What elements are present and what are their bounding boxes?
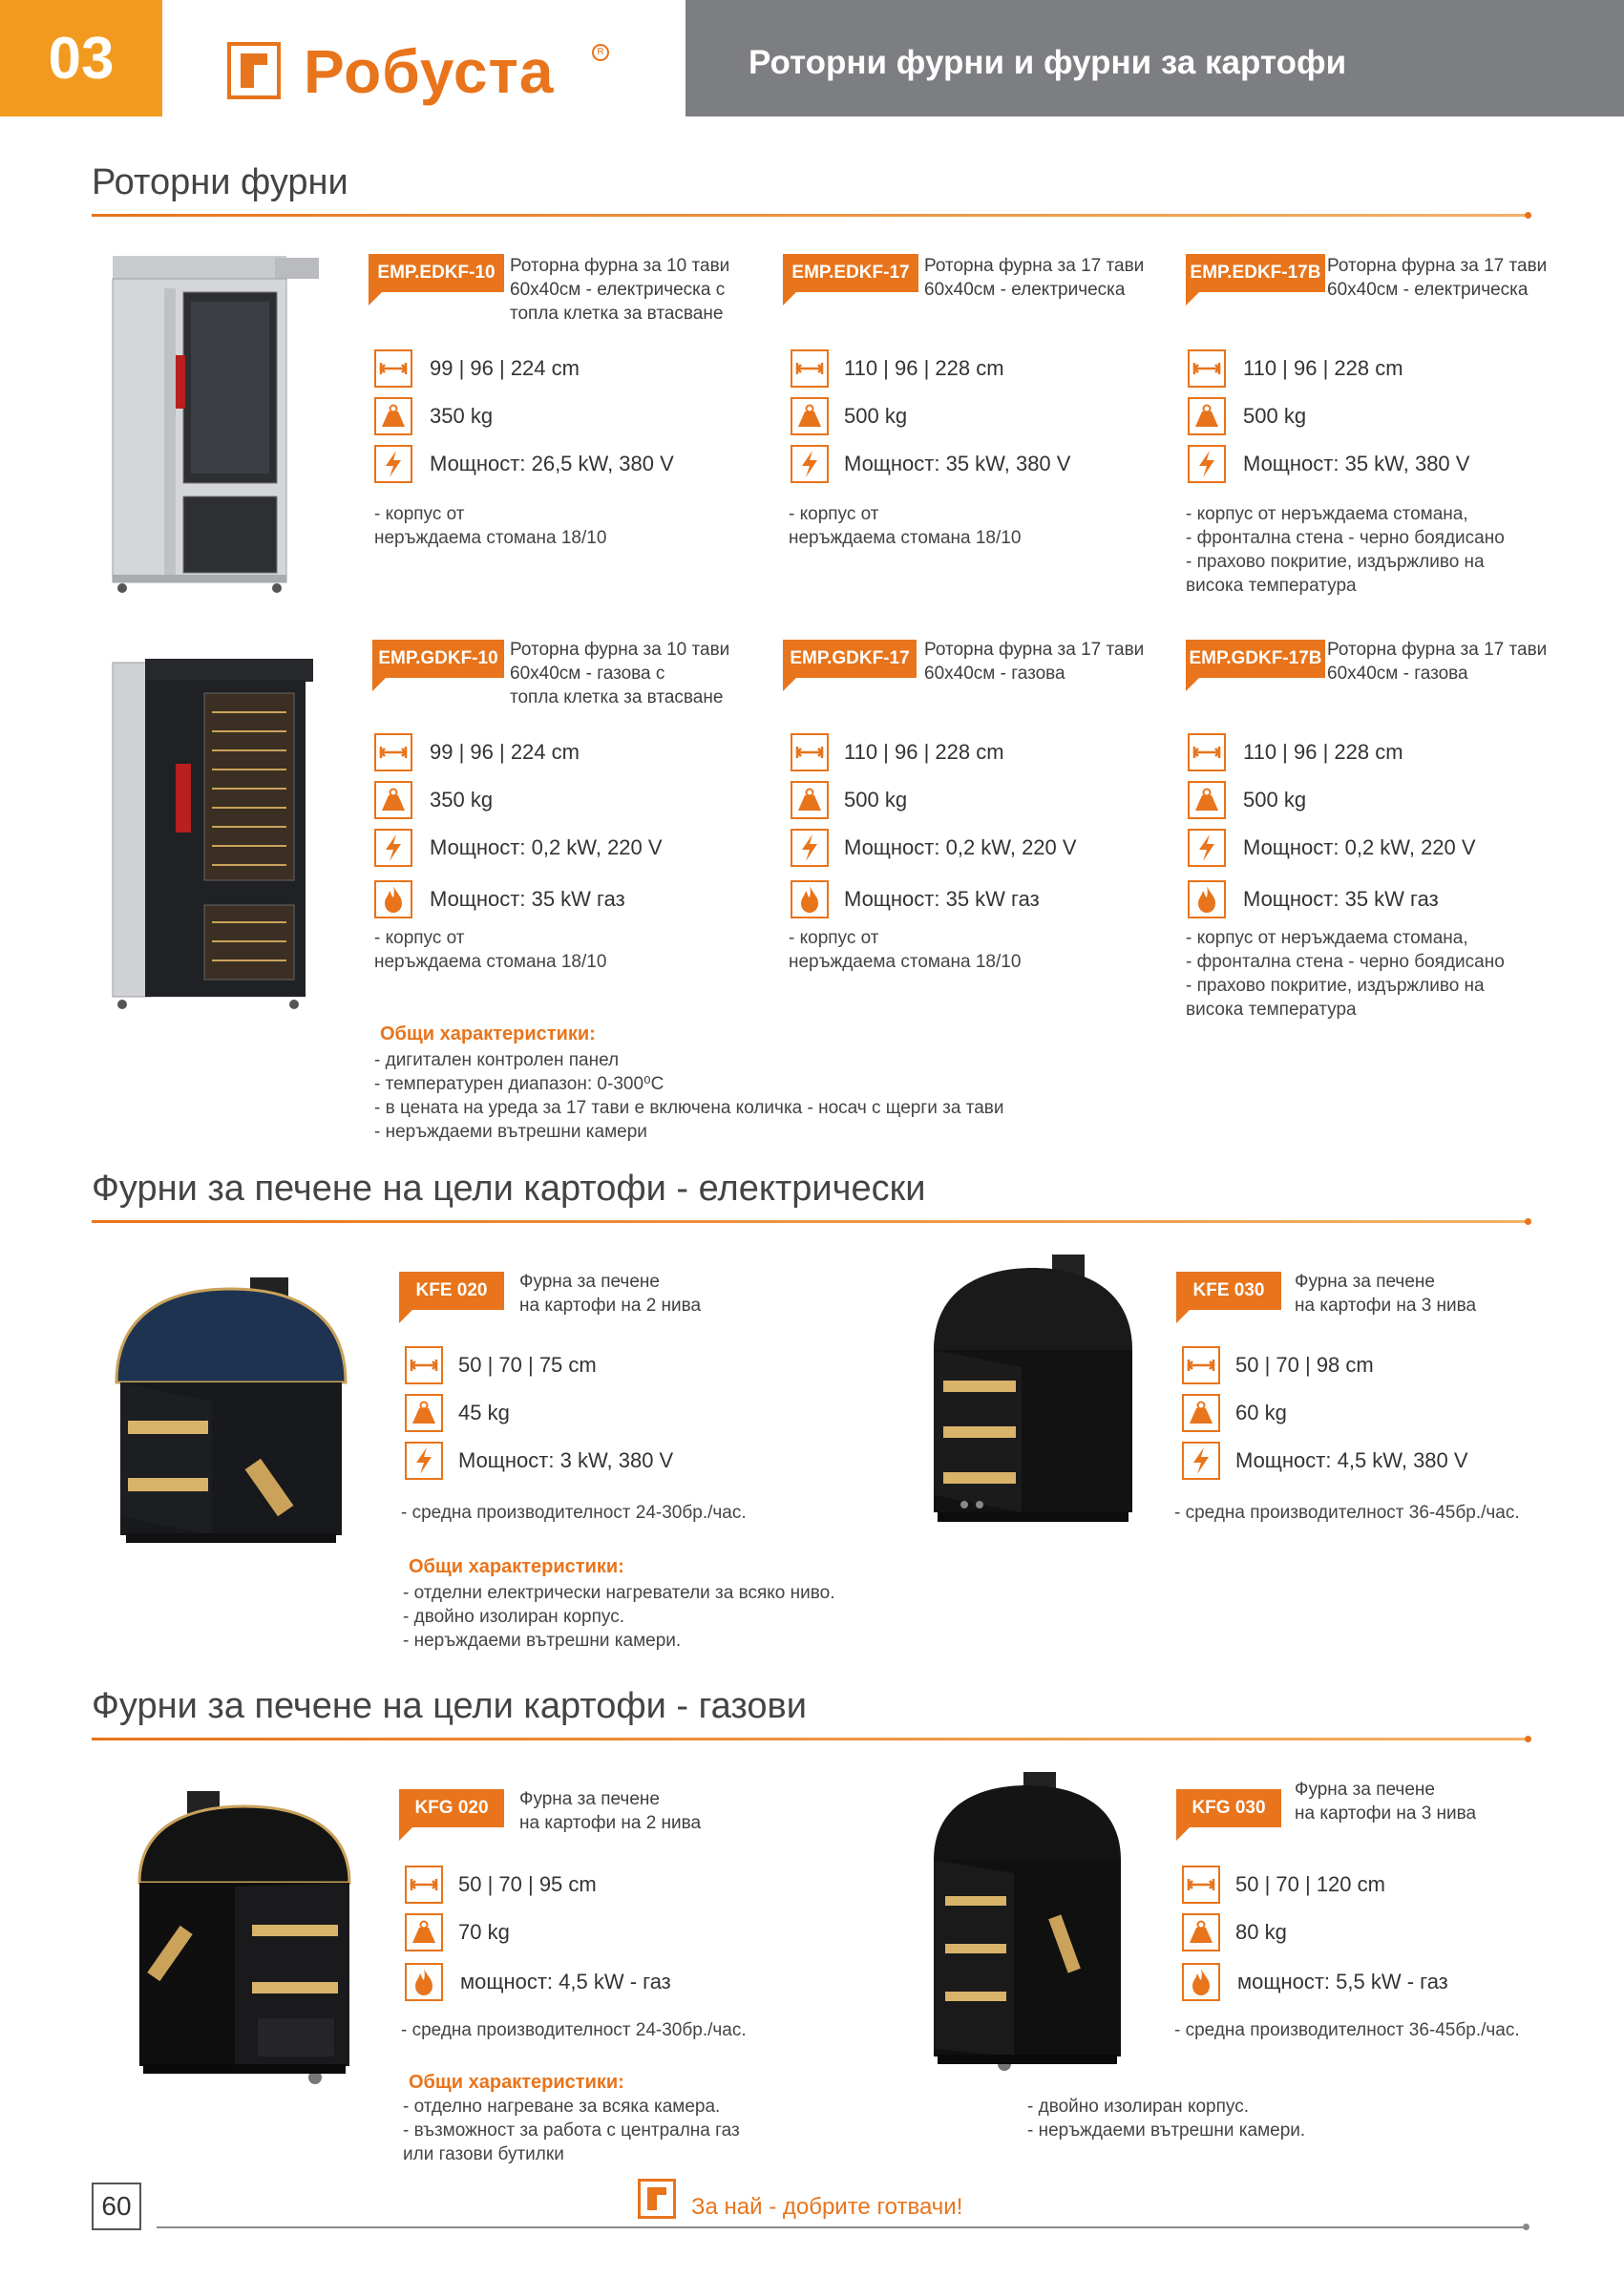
product-power: Мощност: 0,2 kW, 220 V: [430, 835, 663, 859]
flame-icon: [374, 880, 412, 918]
lightning-icon: [374, 445, 412, 483]
general-characteristics-list: - отделни електрически нагреватели за всяко ниво. - двойно изолиран корпус. - неръждаеми вътрешни камери.: [403, 1583, 835, 1651]
product-code-tag: EMP.EDKF-17: [783, 254, 918, 292]
product-power: Мощност: 26,5 kW, 380 V: [430, 452, 674, 475]
product-note: - корпус от неръждаема стомана 18/10: [789, 928, 1022, 972]
product-description: Роторна фурна за 17 тави 60x40см - газова: [1327, 640, 1548, 684]
weight-icon: [405, 1913, 443, 1951]
lightning-icon: [1182, 1442, 1220, 1480]
product-description: Фурна за печене на картофи на 2 нива: [519, 1272, 702, 1316]
product-gas-power: Мощност: 35 kW газ: [430, 887, 625, 911]
product-note: - средна производителност 36-45бр./час.: [1174, 2020, 1520, 2040]
product-image-electric-rotary-oven: [107, 250, 323, 594]
footer-slogan: За най - добрите готвачи!: [691, 2194, 963, 2220]
product-description: Роторна фурна за 17 тави 60x40см - електрическа: [1327, 256, 1548, 300]
product-code-tag: KFG 020: [399, 1789, 504, 1827]
product-description: Роторна фурна за 10 тави 60x40см - газова с топла клетка за втасване: [510, 640, 730, 707]
product-note: - средна производителност 24-30бр./час.: [401, 2020, 747, 2040]
product-image-potato-oven-electric-2: [107, 1277, 355, 1554]
dimensions-icon: [1188, 349, 1226, 388]
product-image-potato-oven-gas-2: [134, 1791, 357, 2089]
product-code-tag: EMP.GDKF-17B: [1186, 640, 1325, 678]
lightning-icon: [791, 445, 829, 483]
footer-logo-icon: [638, 2179, 676, 2219]
product-description: Фурна за печене на картофи на 3 нива: [1295, 1780, 1477, 1824]
product-power: Мощност: 0,2 kW, 220 V: [844, 835, 1077, 859]
product-note: - средна производителност 24-30бр./час.: [401, 1503, 747, 1523]
product-weight: 500 kg: [1243, 788, 1307, 812]
product-dimensions: 50 | 70 | 120 cm: [1235, 1872, 1385, 1896]
weight-icon: [405, 1394, 443, 1432]
section-title-potato-gas: Фурни за печене на цели картофи - газови: [92, 1686, 807, 1726]
weight-icon: [374, 781, 412, 819]
product-weight: 70 kg: [458, 1920, 510, 1944]
section-divider: [92, 1220, 1529, 1223]
product-weight: 60 kg: [1235, 1401, 1287, 1424]
dimensions-icon: [791, 733, 829, 771]
product-gas-power: мощност: 5,5 kW - газ: [1237, 1970, 1448, 1993]
product-dimensions: 99 | 96 | 224 cm: [430, 740, 580, 764]
product-gas-power: мощност: 4,5 kW - газ: [460, 1970, 671, 1993]
section-divider: [92, 1738, 1529, 1740]
product-power: Мощност: 4,5 kW, 380 V: [1235, 1448, 1468, 1472]
chapter-number: 03: [0, 0, 162, 116]
product-dimensions: 110 | 96 | 228 cm: [844, 356, 1004, 380]
weight-icon: [1182, 1394, 1220, 1432]
dimensions-icon: [1188, 733, 1226, 771]
footer-divider: [157, 2226, 1528, 2228]
product-image-potato-oven-gas-3: [928, 1772, 1127, 2076]
weight-icon: [1188, 397, 1226, 435]
product-note: - средна производителност 36-45бр./час.: [1174, 1503, 1520, 1523]
product-dimensions: 110 | 96 | 228 cm: [844, 740, 1004, 764]
product-image-potato-oven-electric-3: [926, 1255, 1140, 1529]
general-characteristics-title: Общи характеристики:: [409, 2072, 624, 2093]
product-description: Роторна фурна за 17 тави 60x40см - електрическа: [924, 256, 1145, 300]
dimensions-icon: [405, 1346, 443, 1384]
general-characteristics-list: - отделно нагреване за всяка камера. - възможност за работа с централна газ или газови бутилки: [403, 2097, 740, 2164]
product-dimensions: 110 | 96 | 228 cm: [1243, 356, 1403, 380]
product-note: - корпус от неръждаема стомана, - фронтална стена - черно боядисано - прахово покритие, издържливо на висока температура: [1186, 928, 1505, 1020]
product-image-gas-rotary-oven: [107, 655, 328, 1010]
lightning-icon: [791, 829, 829, 867]
product-description: Фурна за печене на картофи на 2 нива: [519, 1789, 702, 1833]
product-description: Фурна за печене на картофи на 3 нива: [1295, 1272, 1477, 1316]
flame-icon: [1188, 880, 1226, 918]
product-dimensions: 99 | 96 | 224 cm: [430, 356, 580, 380]
product-weight: 500 kg: [1243, 404, 1307, 428]
flame-icon: [405, 1963, 443, 2001]
general-characteristics-list-right: - двойно изолиран корпус. - неръждаеми вътрешни камери.: [1027, 2097, 1306, 2141]
general-characteristics-title: Общи характеристики:: [380, 1023, 596, 1044]
product-code-tag: EMP.EDKF-10: [369, 254, 504, 292]
weight-icon: [1182, 1913, 1220, 1951]
dimensions-icon: [1182, 1346, 1220, 1384]
section-title-potato-electric: Фурни за печене на цели картофи - електрически: [92, 1169, 926, 1209]
product-power: Мощност: 0,2 kW, 220 V: [1243, 835, 1476, 859]
product-gas-power: Мощност: 35 kW газ: [844, 887, 1040, 911]
product-dimensions: 50 | 70 | 98 cm: [1235, 1353, 1374, 1377]
weight-icon: [791, 397, 829, 435]
product-code-tag: KFE 020: [399, 1272, 504, 1310]
dimensions-icon: [1182, 1866, 1220, 1904]
product-gas-power: Мощност: 35 kW газ: [1243, 887, 1439, 911]
product-code-tag: EMP.GDKF-17: [783, 640, 917, 678]
product-weight: 500 kg: [844, 404, 908, 428]
flame-icon: [791, 880, 829, 918]
general-characteristics-list: - дигитален контролен панел - температурен диапазон: 0-300⁰С - в цената на уреда за 17 тави е включена количка - носач с щерги за тави - неръждаеми вътрешни камери: [374, 1050, 1004, 1142]
dimensions-icon: [405, 1866, 443, 1904]
product-weight: 80 kg: [1235, 1920, 1287, 1944]
product-description: Роторна фурна за 10 тави 60x40см - електрическа с топла клетка за втасване: [510, 256, 730, 324]
product-weight: 500 kg: [844, 788, 908, 812]
product-power: Мощност: 35 kW, 380 V: [1243, 452, 1470, 475]
lightning-icon: [405, 1442, 443, 1480]
dimensions-icon: [791, 349, 829, 388]
product-power: Мощност: 35 kW, 380 V: [844, 452, 1071, 475]
product-weight: 350 kg: [430, 404, 494, 428]
product-note: - корпус от неръждаема стомана 18/10: [789, 504, 1022, 548]
product-dimensions: 50 | 70 | 95 cm: [458, 1872, 597, 1896]
product-weight: 45 kg: [458, 1401, 510, 1424]
section-divider: [92, 214, 1529, 217]
brand-logo-icon: [227, 42, 281, 99]
dimensions-icon: [374, 349, 412, 388]
product-dimensions: 50 | 70 | 75 cm: [458, 1353, 597, 1377]
lightning-icon: [1188, 445, 1226, 483]
product-description: Роторна фурна за 17 тави 60x40см - газова: [924, 640, 1145, 684]
product-note: - корпус от неръждаема стомана 18/10: [374, 504, 607, 548]
product-note: - корпус от неръждаема стомана 18/10: [374, 928, 607, 972]
section-title-rotary: Роторни фурни: [92, 162, 348, 202]
dimensions-icon: [374, 733, 412, 771]
brand-name: Робуста: [304, 37, 555, 106]
weight-icon: [1188, 781, 1226, 819]
product-code-tag: EMP.EDKF-17B: [1186, 254, 1325, 292]
product-dimensions: 110 | 96 | 228 cm: [1243, 740, 1403, 764]
product-power: Мощност: 3 kW, 380 V: [458, 1448, 674, 1472]
page-title: Роторни фурни и фурни за картофи: [749, 44, 1347, 81]
weight-icon: [374, 397, 412, 435]
general-characteristics-title: Общи характеристики:: [409, 1556, 624, 1577]
lightning-icon: [1188, 829, 1226, 867]
product-code-tag: KFG 030: [1176, 1789, 1281, 1827]
registered-mark: R: [592, 44, 609, 61]
product-note: - корпус от неръждаема стомана, - фронтална стена - черно боядисано - прахово покритие, издържливо на висока температура: [1186, 504, 1505, 596]
lightning-icon: [374, 829, 412, 867]
product-code-tag: EMP.GDKF-10: [372, 640, 504, 678]
product-code-tag: KFE 030: [1176, 1272, 1281, 1310]
product-weight: 350 kg: [430, 788, 494, 812]
page-number: 60: [92, 2183, 141, 2230]
weight-icon: [791, 781, 829, 819]
flame-icon: [1182, 1963, 1220, 2001]
